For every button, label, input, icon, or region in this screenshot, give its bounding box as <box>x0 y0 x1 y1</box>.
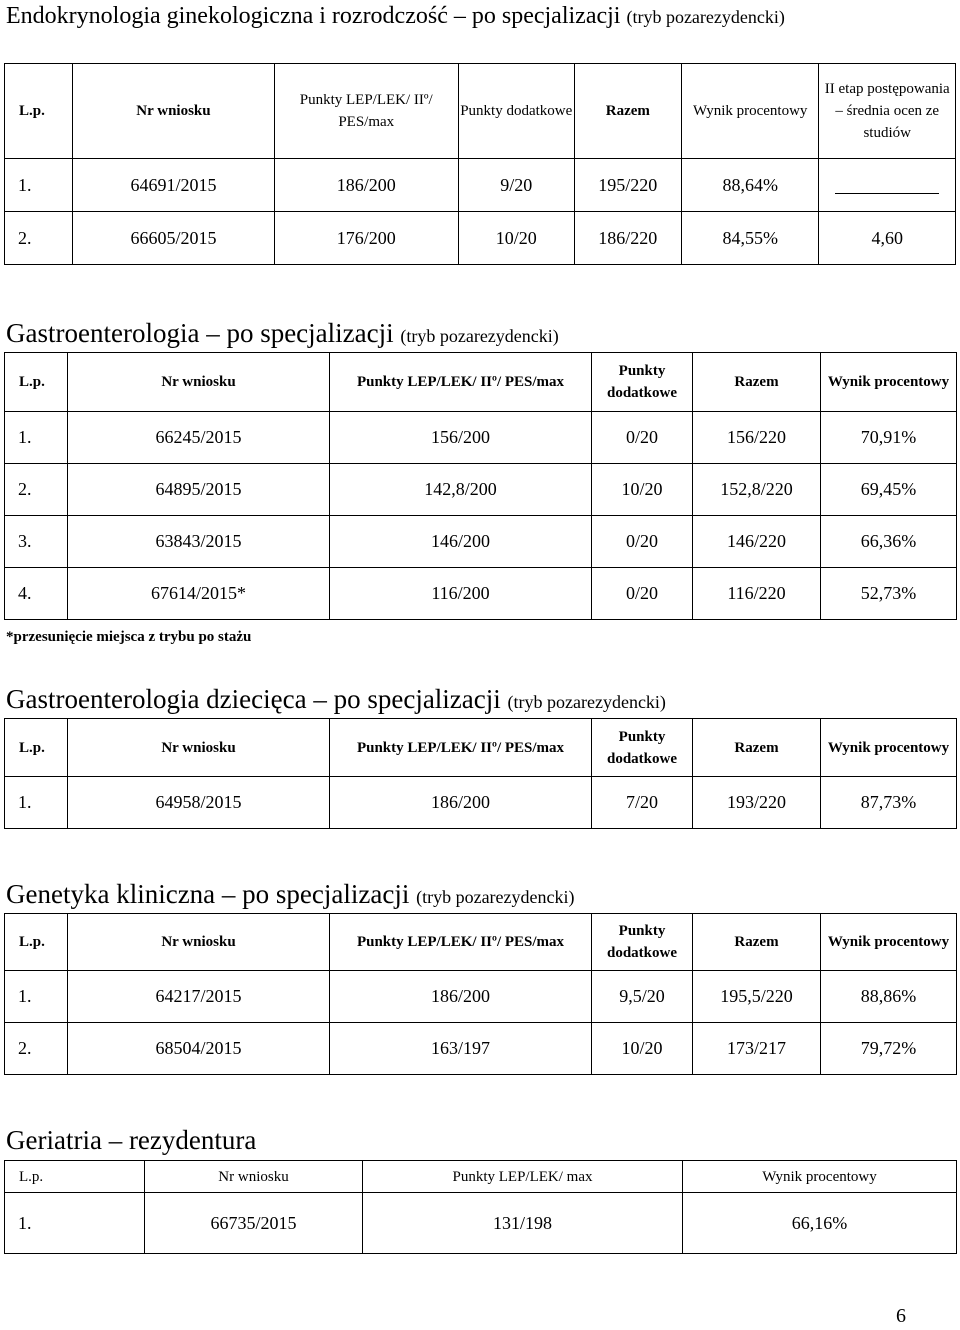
cell-nr-wniosku: 66735/2015 <box>145 1193 363 1254</box>
cell-ii-etap: 4,60 <box>819 212 956 265</box>
cell-wynik: 66,36% <box>821 516 957 568</box>
header-lp: L.p. <box>5 353 68 412</box>
cell-razem: 116/220 <box>693 568 821 620</box>
table-row <box>5 464 957 516</box>
cell-nr-wniosku: 64217/2015 <box>68 971 330 1023</box>
cell-punkty-lep: 186/200 <box>330 777 592 829</box>
table-geriatria <box>4 1160 957 1254</box>
cell-wynik: 88,64% <box>681 159 819 212</box>
cell-punkty-lep: 116/200 <box>330 568 592 620</box>
header-razem: Razem <box>693 914 821 971</box>
cell-razem: 193/220 <box>693 777 821 829</box>
table-row <box>5 516 957 568</box>
table-row <box>5 159 956 212</box>
section-title-genetyka-kliniczna: Genetyka kliniczna – po specjalizacji (tryb pozarezydencki) <box>6 879 575 909</box>
cell-razem: 156/220 <box>693 412 821 464</box>
section-title-suffix: po specjalizacji <box>333 684 501 714</box>
cell-punkty-dodatkowe: 0/20 <box>592 412 693 464</box>
cell-punkty-dodatkowe: 9,5/20 <box>592 971 693 1023</box>
cell-wynik: 52,73% <box>821 568 957 620</box>
section-title-endokrynologia: Endokrynologia ginekologiczna i rozrodczość – po specjalizacji (tryb pozarezydencki) <box>6 3 785 29</box>
cell-punkty-dodatkowe: 9/20 <box>458 159 574 212</box>
cell-punkty-lep: 142,8/200 <box>330 464 592 516</box>
cell-lp: 2. <box>5 464 68 516</box>
cell-nr-wniosku: 64895/2015 <box>68 464 330 516</box>
table-row <box>5 971 957 1023</box>
cell-punkty-dodatkowe: 0/20 <box>592 516 693 568</box>
cell-razem: 195,5/220 <box>693 971 821 1023</box>
cell-nr-wniosku: 68504/2015 <box>68 1023 330 1075</box>
table-row <box>5 412 957 464</box>
header-punkty-dodatkowe: Punkty dodatkowe <box>592 353 693 412</box>
cell-wynik: 88,86% <box>821 971 957 1023</box>
header-lp: L.p. <box>5 1161 145 1193</box>
table-endokrynologia <box>4 63 956 265</box>
cell-razem: 173/217 <box>693 1023 821 1075</box>
cell-punkty-lep: 176/200 <box>274 212 458 265</box>
table-row <box>5 1193 957 1254</box>
section-title-suffix: po specjalizacji <box>226 318 394 348</box>
header-wynik: Wynik procentowy <box>821 914 957 971</box>
header-wynik: Wynik procentowy <box>681 64 819 159</box>
header-punkty-lep: Punkty LEP/LEK/ IIº/ PES/max <box>330 914 592 971</box>
cell-lp: 1. <box>5 1193 145 1254</box>
cell-nr-wniosku: 66245/2015 <box>68 412 330 464</box>
blank-line <box>835 179 939 194</box>
cell-nr-wniosku: 64691/2015 <box>73 159 274 212</box>
header-punkty-dodatkowe: Punkty dodatkowe <box>458 64 574 159</box>
header-lp: L.p. <box>5 64 73 159</box>
header-lp: L.p. <box>5 719 68 777</box>
header-razem: Razem <box>574 64 681 159</box>
table-gastroenterologia <box>4 352 957 620</box>
cell-punkty-lep: 186/200 <box>274 159 458 212</box>
header-nr-wniosku: Nr wniosku <box>145 1161 363 1193</box>
section-title-suffix: po specjalizacji <box>242 879 410 909</box>
cell-lp: 1. <box>5 159 73 212</box>
cell-lp: 3. <box>5 516 68 568</box>
cell-razem: 195/220 <box>574 159 681 212</box>
cell-lp: 2. <box>5 212 73 265</box>
section-title-gastroenterologia-dziecieca: Gastroenterologia dziecięca – po specjalizacji (tryb pozarezydencki) <box>6 684 666 714</box>
cell-wynik: 70,91% <box>821 412 957 464</box>
cell-punkty-dodatkowe: 10/20 <box>592 1023 693 1075</box>
section-title-gastroenterologia: Gastroenterologia – po specjalizacji (tryb pozarezydencki) <box>6 318 559 348</box>
footnote: *przesunięcie miejsca z trybu po stażu <box>6 629 252 645</box>
cell-nr-wniosku: 63843/2015 <box>68 516 330 568</box>
cell-punkty-dodatkowe: 10/20 <box>458 212 574 265</box>
cell-punkty-lep: 186/200 <box>330 971 592 1023</box>
header-razem: Razem <box>693 719 821 777</box>
table-row <box>5 1023 957 1075</box>
header-nr-wniosku: Nr wniosku <box>68 719 330 777</box>
header-punkty-lep: Punkty LEP/LEK/ IIº/ PES/max <box>330 353 592 412</box>
section-mode: (tryb pozarezydencki) <box>416 887 575 907</box>
cell-nr-wniosku: 66605/2015 <box>73 212 274 265</box>
cell-punkty-dodatkowe: 10/20 <box>592 464 693 516</box>
cell-wynik: 79,72% <box>821 1023 957 1075</box>
cell-lp: 4. <box>5 568 68 620</box>
header-punkty-lep: Punkty LEP/LEK/ max <box>363 1161 683 1193</box>
header-nr-wniosku: Nr wniosku <box>68 914 330 971</box>
header-razem: Razem <box>693 353 821 412</box>
cell-razem: 152,8/220 <box>693 464 821 516</box>
cell-punkty-lep: 163/197 <box>330 1023 592 1075</box>
cell-wynik: 84,55% <box>681 212 819 265</box>
cell-wynik: 69,45% <box>821 464 957 516</box>
section-mode: (tryb pozarezydencki) <box>626 7 785 27</box>
header-wynik: Wynik procentowy <box>821 719 957 777</box>
cell-nr-wniosku: 64958/2015 <box>68 777 330 829</box>
table-gastroenterologia-dziecieca <box>4 718 957 829</box>
cell-punkty-lep: 146/200 <box>330 516 592 568</box>
cell-razem: 186/220 <box>574 212 681 265</box>
header-lp: L.p. <box>5 914 68 971</box>
cell-ii-etap-blank <box>819 159 956 212</box>
section-title: Gastroenterologia dziecięca <box>6 684 307 714</box>
header-punkty-lep: Punkty LEP/LEK/ IIº/ PES/max <box>330 719 592 777</box>
header-punkty-lep: Punkty LEP/LEK/ IIº/ PES/max <box>274 64 458 159</box>
header-punkty-dodatkowe: Punkty dodatkowe <box>592 719 693 777</box>
cell-wynik: 66,16% <box>683 1193 957 1254</box>
section-title-suffix: rezydentura <box>128 1125 257 1155</box>
cell-lp: 1. <box>5 971 68 1023</box>
page-number: 6 <box>896 1305 906 1327</box>
header-punkty-dodatkowe: Punkty dodatkowe <box>592 914 693 971</box>
table-row <box>5 212 956 265</box>
section-title: Endokrynologia ginekologiczna i rozrodczość <box>6 3 448 29</box>
cell-lp: 2. <box>5 1023 68 1075</box>
section-title-geriatria: Geriatria – rezydentura <box>6 1125 257 1155</box>
cell-punkty-dodatkowe: 7/20 <box>592 777 693 829</box>
table-genetyka-kliniczna <box>4 913 957 1075</box>
cell-punkty-lep: 156/200 <box>330 412 592 464</box>
cell-punkty-lep: 131/198 <box>363 1193 683 1254</box>
header-nr-wniosku: Nr wniosku <box>68 353 330 412</box>
cell-lp: 1. <box>5 777 68 829</box>
cell-wynik: 87,73% <box>821 777 957 829</box>
table-row <box>5 568 957 620</box>
table-row <box>5 777 957 829</box>
cell-nr-wniosku: 67614/2015* <box>68 568 330 620</box>
section-title: Geriatria <box>6 1125 102 1155</box>
cell-lp: 1. <box>5 412 68 464</box>
section-title: Gastroenterologia <box>6 318 200 348</box>
section-mode: (tryb pozarezydencki) <box>400 326 559 346</box>
header-wynik: Wynik procentowy <box>683 1161 957 1193</box>
section-mode: (tryb pozarezydencki) <box>507 692 666 712</box>
cell-razem: 146/220 <box>693 516 821 568</box>
section-title-suffix: po specjalizacji <box>471 3 621 29</box>
header-wynik: Wynik procentowy <box>821 353 957 412</box>
header-nr-wniosku: Nr wniosku <box>73 64 274 159</box>
cell-punkty-dodatkowe: 0/20 <box>592 568 693 620</box>
header-ii-etap: II etap postępowania – średnia ocen ze studiów <box>819 64 956 159</box>
section-title: Genetyka kliniczna <box>6 879 216 909</box>
